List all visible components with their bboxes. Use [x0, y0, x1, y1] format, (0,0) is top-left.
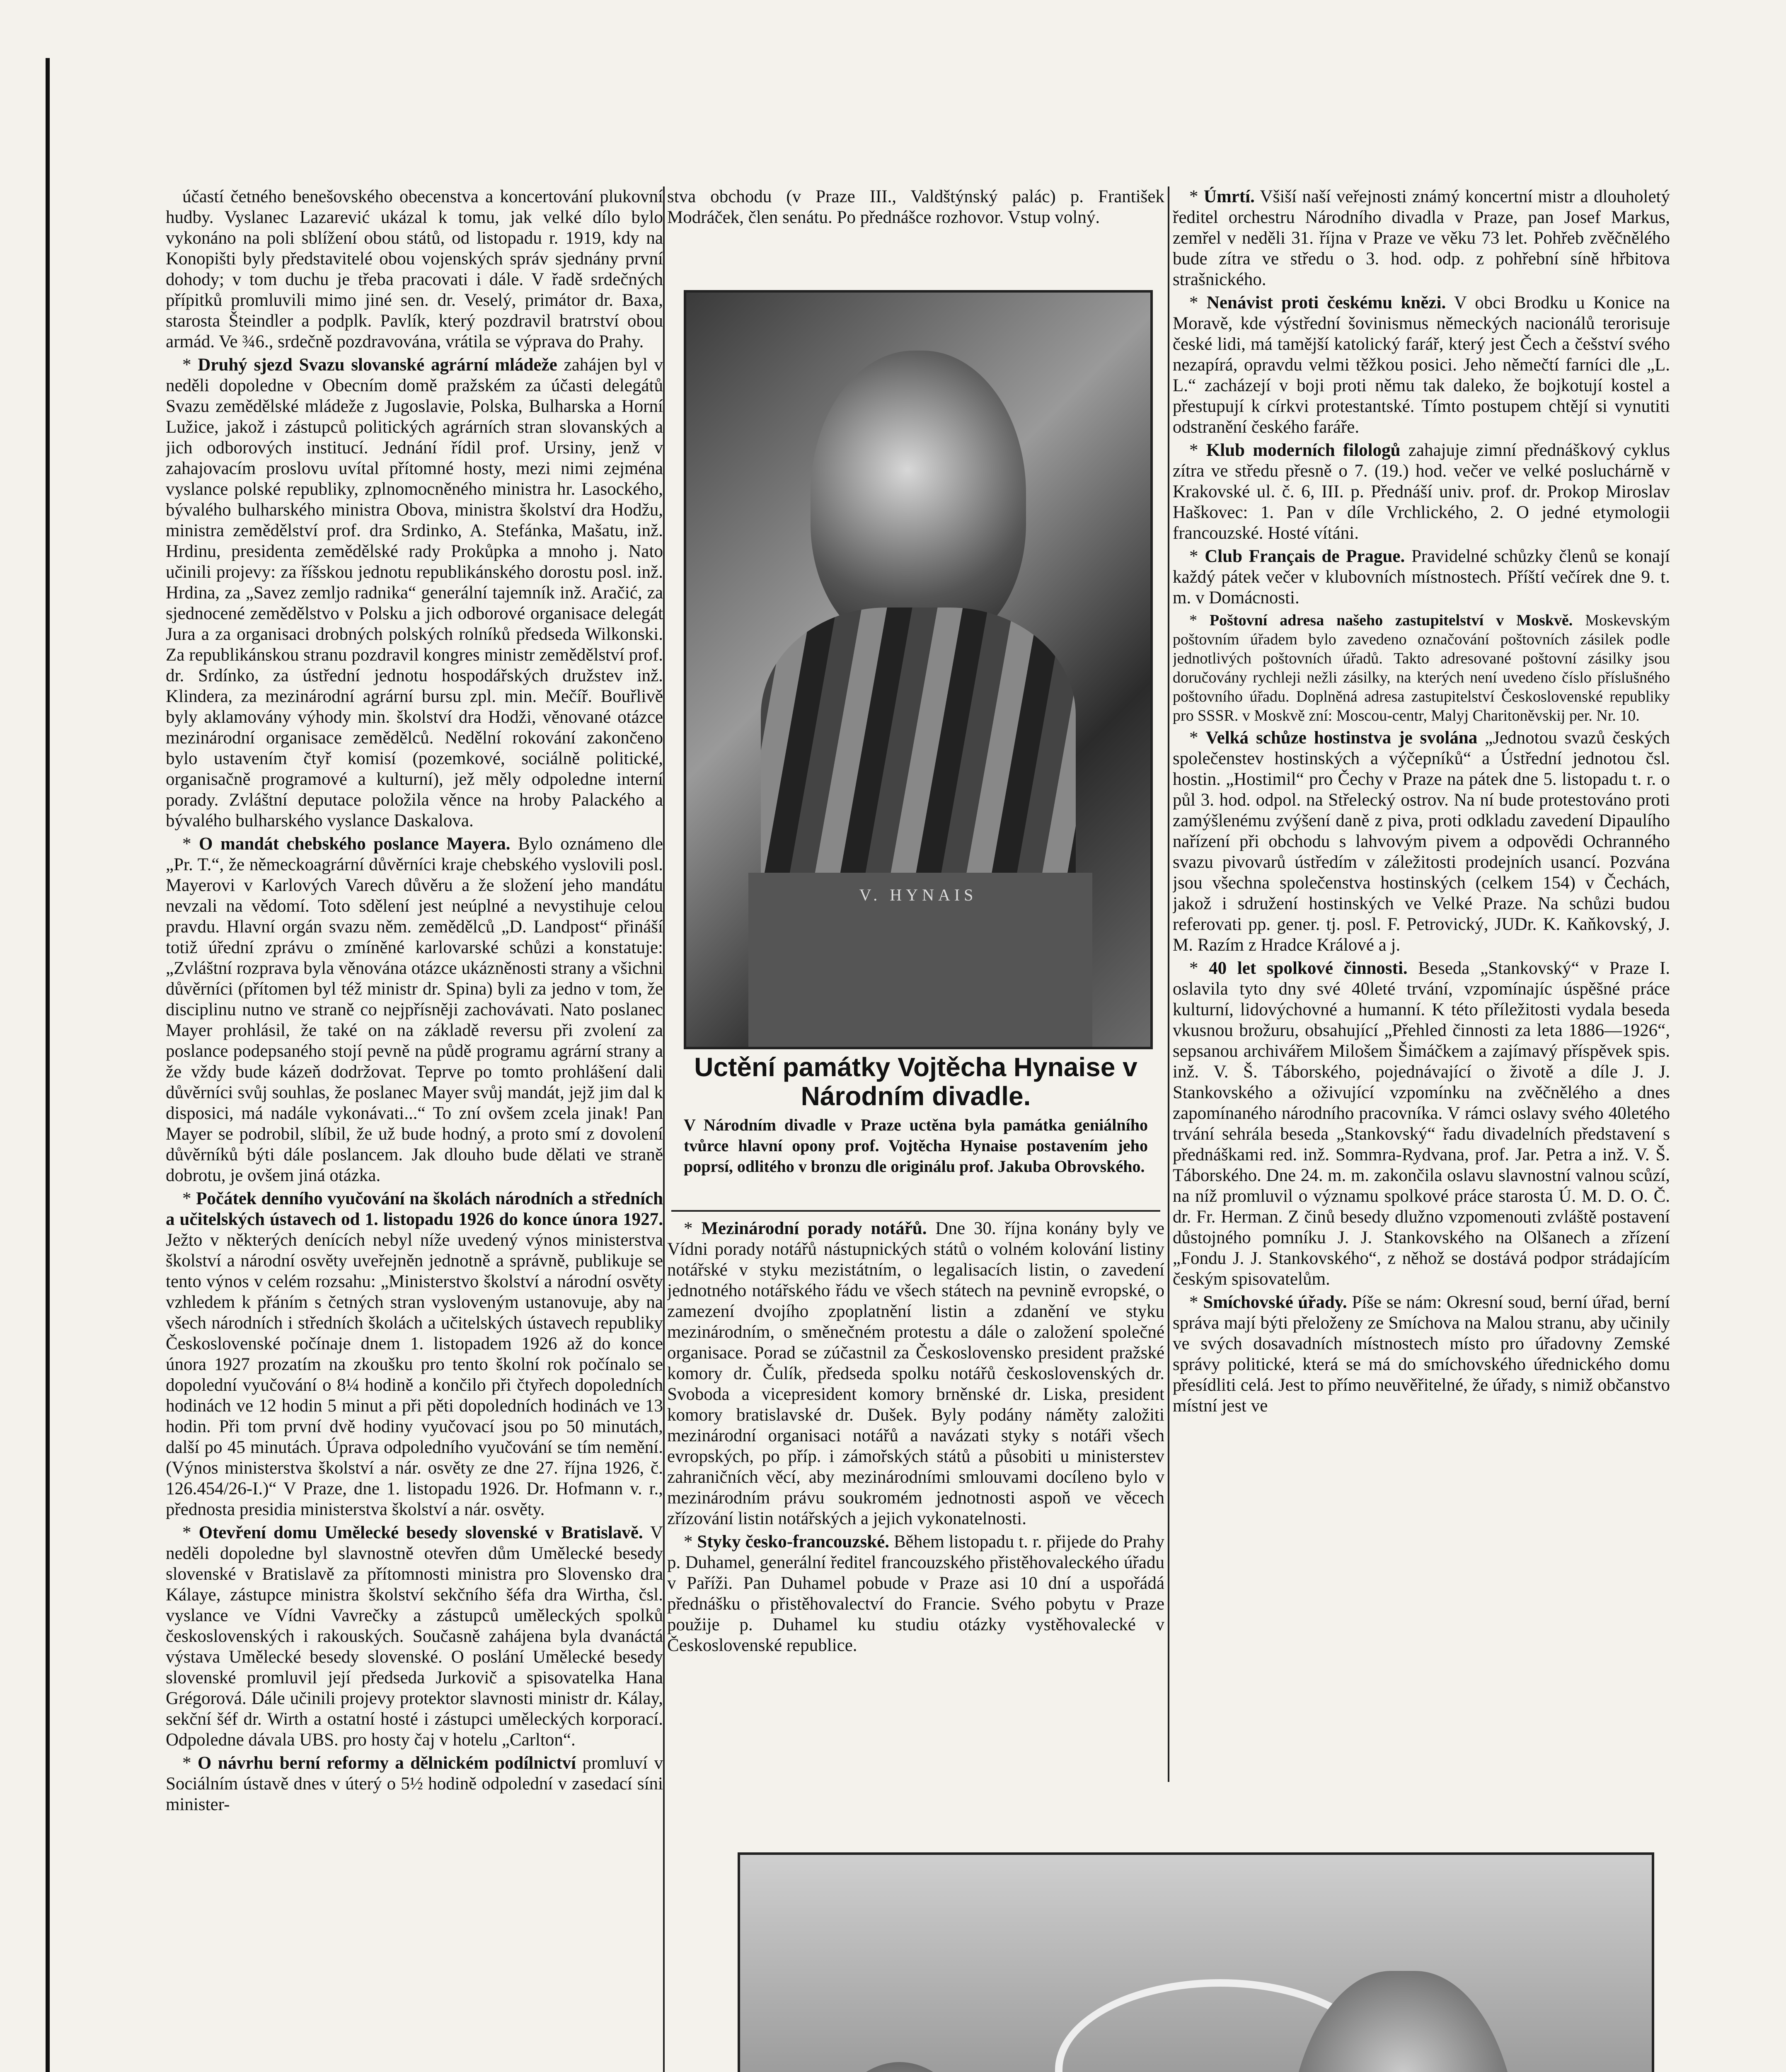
- headline-club-francais: Club Français de Prague.: [1205, 547, 1405, 566]
- article-40-years: * 40 let spolkové činnosti. Beseda „Stankovský“ v Praze I. oslavila tyto dny své 40leté trvání, vzpomínajíc úspěšné práce kulturní, lidovýchovné a humanní. K této příležitosti vydala beseda vkusnou brožuru, obsahující „Přehled činnosti za leta 1886—1926“, sepsanou archivářem Milošem Šimáčkem a zajímavý příspěvek spis. inž. V. Š. Táborského, pojednávající o životě a díle J. J. Stankovského a oživující vzpomínku na zvěčnělého a dnes zapomínaného národního pracovníka. V rámci oslavy svého 40letého trvání sehrála beseda „Stankovský“ řadu divadelních představení s přednáškami red. inž. Sommra-Rydvana, prof. Jar. Petra a inž. V. Š. Táborského. Dne 24. m. m. zakončila oslavu slavnostní valnou scůzí, na níž promluvil o významu spolkové práce starosta Ú. M. D. O. Č. dr. Fr. Herman. Z činů besedy dlužno vzpomenouti zvláště postavení důstojného pomníku J. J. Stankovského na Olšanech a zřízení „Fondu J. J. Stankovského“, z něhož se dostává podpor strádajícím českým spisovatelům.: [1173, 959, 1670, 1289]
- text-philologists: zahajuje zimní přednáškový cyklus zítra ve středu přesně o 7. (19.) hod. večer ve velké posluchárně v Krakovské ul. č. 6, III. p. Přednáší univ. prof. dr. Prokop Miroslav Haškovec: 1. Pan v díle Vrchlického, 2. O jedné etymologii francouzské. Hosté vítáni.: [1173, 441, 1670, 543]
- text-notaries: Dne 30. října konány byly ve Vídni porady notářů nástupnických států o volném kolování listiny notářské v styku mezistátním, o legalisacích listin, o zavedení jednotného notářského řádu ve všech státech na pevnině evropské, o zamezení dvojího zpoplatnění listin a zdanění ve styku mezinárodním, o směnečném protestu a dále o založení společné organisace. Porad se zúčastnil za Československo president pražské komory dr. Čulík, předseda spolku notářů československých dr. Svoboda a vicepresident komory brněnské dr. Liska, president komory bratislavské dr. Dušek. Byly podány náměty založiti mezinárodní organisaci notářů a navázati styky s notáři všech evropských, po příp. i zámořských států a působiti u ministerstev zahraničních věcí, aby mezinárodními smlouvami docíleno bylo v mezinárodním právu soukromém jednotnosti aspoň ve věcech zřízování listin notářských a jejich vykonatelnosti.: [667, 1219, 1164, 1528]
- hynais-caption-title: Uctění památky Vojtěcha Hynaise v Národním divadle.: [694, 1052, 1137, 1111]
- article-philologists: * Klub moderních filologů zahajuje zimní přednáškový cyklus zítra ve středu přesně o 7. (19.) hod. večer ve velké posluchárně v Krakovské ul. č. 6, III. p. Přednáší univ. prof. dr. Prokop Miroslav Haškovec: 1. Pan v díle Vrchlického, 2. O jedné etymologii francouzské. Hosté vítáni.: [1173, 441, 1670, 543]
- article-moscow-address: * Poštovní adresa našeho zastupitelství v Moskvě. Moskevským poštovním úřadem bylo zavedeno označování poštovních zásilek podle jednotlivých poštovních úřadů. Takto adresované poštovní zásilky jsou doručovány rychleji nežli zásilky, na kterých není uvedeno číslo příslušného poštovního úřadu. Doplněná adresa zastupitelství Československé republiky pro SSSR. v Moskvě zní: Moscou-centr, Malyj Charitoněvskij per. Nr. 10.: [1173, 612, 1670, 724]
- article-death: * Úmrtí. Všiší naší veřejnosti známý koncertní mistr a dlouholetý ředitel orchestru Národního divadla v Praze, pan Josef Markus, zemřel v neděli 31. října v Praze ve věku 73 let. Pohřeb zvěčnělého bude zítra ve středu o 3. hod. odp. z pohřební síně hřbitova strašnického.: [1173, 187, 1670, 289]
- text-tax-reform: promluví v Sociálním ústavě dnes v úterý o 5½ hodině odpolední v zasedací síni minister-: [166, 1753, 663, 1814]
- article-czech-french: * Styky česko-francouzské. Během listopadu t. r. přijede do Prahy p. Duhamel, generální ředitel francouzského přistěhovaleckého úřadu v Paříži. Pan Duhamel pobude v Praze asi 10 dní a uspořádá přednášku o přistěhovalectví do Francie. Svého pobytu v Praze použije p. Duhamel ku studiu otázky vystěhovalecké v Československé republice.: [667, 1532, 1164, 1655]
- article-notaries: * Mezinárodní porady notářů. Dne 30. října konány byly ve Vídni porady notářů nástupnických států o volném kolování listiny notářské v styku mezistátním, o legalisacích listin, o zavedení jednotného notářského řádu ve všech státech na pevnině evropské, o zamezení dvojího zpoplatnění listin a zdanění ve styku mezinárodním, o směnečném protestu a dále o založení společné organisace. Porad se zúčastnil za Československo president pražské komory dr. Čulík, předseda spolku notářů československých dr. Svoboda a vicepresident komory brněnské dr. Liska, president komory bratislavské dr. Dušek. Byly podány náměty založiti mezinárodní organisaci notářů a navázati styky s notáři všech evropských, po příp. i zámořských států a působiti u ministerstev zahraničních věcí, aby mezinárodními smlouvami docíleno bylo v mezinárodním právu soukromém jednotnosti aspoň ve věcech zřízování listin notářských a jejich vykonatelnosti.: [667, 1219, 1164, 1528]
- text-art-society: V neděli dopoledne byl slavnostně otevřen dům Umělecké besedy slovenské v Bratislavě za přítomnosti ministra pro Slovensko dra Kálaye, zástupce ministra školství sekčního šéfa dra Wirtha, čsl. vyslance ve Vídni Vavrečky a zástupců uměleckých spolků československých i rakouských. Současně zahájena byla dvanáctá výstava Umělecké besedy slovenské. O poslání Umělecké besedy slovenské promluvil její předseda Jurkovič a spisovatelka Hana Grégorová. Dále učinili projevy protektor slavnosti ministr dr. Kálay, sekční šéf dr. Wirth a ostatní hosté i zástupci uměleckých korporací. Odpoledne dávala UBS. pro hosty čaj v hotelu „Carlton“.: [166, 1523, 663, 1750]
- column-middle-bottom: [667, 1218, 1164, 1798]
- article-art-society: * Otevření domu Umělecké besedy slovenské v Bratislavě. V neděli dopoledne byl slavnostně otevřen dům Umělecké besedy slovenské v Bratislavě za přítomnosti ministra pro Slovensko dra Kálaye, zástupce ministra školství sekčního šéfa dra Wirtha, čsl. vyslance ve Vídni Vavrečky a zástupců uměleckých spolků československých i rakouských. Současně zahájena byla dvanáctá výstava Umělecké besedy slovenské. O poslání Umělecké besedy slovenské promluvil její předseda Jurkovič a spisovatelka Hana Grégorová. Dále učinili projevy protektor slavnosti ministr dr. Kálay, sekční šéf dr. Wirth a ostatní hosté i zástupci uměleckých korporací. Odpoledne dávala UBS. pro hosty čaj v hotelu „Carlton“.: [166, 1523, 663, 1750]
- headline-philologists: Klub moderních filologů: [1206, 441, 1401, 460]
- headline-agrarian-youth: Druhý sjezd Svazu slovanské agrární mládeže: [198, 355, 557, 375]
- article-benesov-visit: účastí četného benešovského obecenstva a koncertování plukovní hudby. Vyslanec Lazarević ukázal k tomu, jak velké dílo bylo vykonáno na poli sblížení obou států, od listopadu r. 1919, kdy na Konopišti byly představitelé obou vojenských správ sjednány první dohody; v tom duchu je třeba pracovati i dále. V řadě srdečných přípitků promluvili mimo jiné sen. dr. Veselý, primátor dr. Baxa, starosta Šteindler a podplk. Pavlík, který pozdravil bratrství obou armád. Ve ¾6., srdečně pozdravována, vrátila se výprava do Prahy.: [166, 187, 663, 351]
- headline-tax-reform: O návrhu berní reformy a dělnickém podílnictví: [197, 1753, 576, 1773]
- headline-smichov-offices: Smíchovské úřady.: [1203, 1293, 1347, 1312]
- headline-notaries: Mezinárodní porady notářů.: [701, 1219, 927, 1238]
- article-club-francais: * Club Français de Prague. Pravidelné schůzky členů se konají každý pátek večer v klubovních místnostech. Příští večírek dne 9. t. m. v Domácnosti.: [1173, 547, 1670, 608]
- article-hatred-priest: * Nenávist proti českému knězi. V obci Brodku u Konice na Moravě, kde výstřední šovinismus německých nacionálů terorisuje české lidi, má tamější katolický farář, který jest Čech a češství svého nezapírá, opravdu velmi těžkou posici. Jeho němečtí farníci dle „L. L.“ zacházejí v boji proti němu tak daleko, že bojkotují kostel a přestupují k církvi protestantské. Tímto postupem chtějí si vynutiti odstranění českého faráře.: [1173, 293, 1670, 437]
- bust-body: [761, 608, 1076, 877]
- headline-moscow-address: Poštovní adresa našeho zastupitelství v Moskvě.: [1209, 612, 1573, 629]
- article-agrarian-youth: * Druhý sjezd Svazu slovanské agrární mládeže zahájen byl v neděli dopoledne v Obecním domě pražském za účasti delegátů Svazu zemědělské mládeže z Jugoslavie, Polska, Bulharska a Horní Lužice, jakož i zástupců politických agrárních stran slovanských a jich odborových institucí. Jednání řídil prof. Ursiny, jenž v zahajovacím proslovu uvítal přítomné hosty, mezi nimi zejména vyslance polské republiky, zplnomocněného ministra hr. Lasockého, bývalého bulharského ministra Obova, ministra školství dra Hodžu, ministra zemědělství prof. dra Srdinko, A. Stefánka, Mašatu, inž. Hrdinu, presidenta zemědělské rady Prokůpka a mnoho j. Nato učinili projevy: za říšskou jednotu republikánského dorostu posl. inž. Hrdina, za „Savez zemljo radnika“ generální tajemník inž. Aračić, za sjednocené zemědělstvo v Polsku a jich odborové organisace delegát Jura a za organisaci drobných polských rolníků předseda Wilkonski. Za republikánskou stranu pozdravil kongres ministr zemědělství prof. dr. Srdínko, za ústřední jednotu hospodářských družstev inž. Klindera, za mezinárodní agrární bursu zpl. min. Mečíř. Bouřlivě byly aklamovány výhody min. školství dra Hodži, věnované otázce mezinárodní organisace zemědělců. Nedělní rokování zakončeno bylo ustavením čtyř komisí (pozemkové, sociálně politické, organisačně programové a kulturní), jež měly odpoledne interní porady. Zvláštní deputace položila věnce na hroby Palackého a bývalého bulharského vyslance Daskalova.: [166, 355, 663, 830]
- text-40-years: Beseda „Stankovský“ v Praze I. oslavila tyto dny své 40leté trvání, vzpomínajíc úspěšné práce kulturní, lidovýchovné a humanní. K této příležitosti vydala beseda vkusnou brožuru, obsahující „Přehled činnosti za leta 1886—1926“, sepsanou archivářem Milošem Šimáčkem a zajímavý příspěvek spis. inž. V. Š. Táborského, pojednávající o životě a díle J. J. Stankovského a oživující vzpomínku na zvěčnělého a dnes zapomínaného národního pracovníka. V rámci oslavy svého 40letého trvání sehrála beseda „Stankovský“ řadu divadelních představení s přednáškami red. inž. Sommra-Rydvana, prof. Jar. Petra a inž. V. Š. Táborského. Dne 24. m. m. zakončila oslavu slavnostní valnou scůzí, na níž promluvil o významu spolkové práce starosta Ú. M. D. O. Č. dr. Fr. Herman. Z činů besedy dlužno vzpomenouti zvláště postavení důstojného pomníku J. J. Stankovského na Olšanech a zřízení „Fondu J. J. Stankovského“, z něhož se dostává podpor strádajícím českým spisovatelům.: [1173, 959, 1670, 1289]
- headline-mayer-mandate: O mandát chebského poslance Mayera.: [199, 834, 511, 854]
- caption-divider: [671, 1210, 1160, 1212]
- column-right: [1173, 186, 1670, 1782]
- article-mayer-mandate: * O mandát chebského poslance Mayera. Bylo oznámeno dle „Pr. T.“, že německoagrární důvěrníci kraje chebského vyslovili posl. Mayerovi v Karlových Varech důvěru a že složení jeho mandátu nevzali na vědomí. Toto sdělení jest neúplné a nevystihuje celou pravdu. Hlavní orgán svazu něm. zemědělců „D. Landpost“ přináší totiž úřední zprávu o zmíněné karlovarské schůzi a konstatuje: „Zvláštní rozprava byla věnována otázce ukázněnosti strany a všichni důvěrníci (přítomen byl též ministr dr. Spina) byli za jedno v tom, že disciplinu nutno ve straně co nejpřísněji zachovávati. Nato poslanec Mayer prohlásil, že také on na základě reversu při zvolení za poslance podepsaného stojí pevně na půdě programu agrární strany a že vždy bude kázeň dodržovat. Teprve po tomto prohlášení dali důvěrníci svůj souhlas, že poslanec Mayer svůj mandát, jejž jim dal k disposici, má nadále vykonávati...“ To zní ovšem zcela jinak! Pan Mayer se podrobil, slíbil, že už bude hodný, a proto smí z dovolení důvěrníků býti dále poslancem. Jak dlouho bude dělati ve straně dobrotu, je ovšem jiná otázka.: [166, 834, 663, 1185]
- column-middle-top: [667, 186, 1164, 303]
- text-hatred-priest: V obci Brodku u Konice na Moravě, kde výstřední šovinismus německých nacionálů terorisuje české lidi, má tamější katolický farář, který jest Čech a češství svého nezapírá, opravdu velmi těžkou posici. Jeho němečtí farníci dle „L. L.“ zacházejí v boji proti němu tak daleko, že bojkotují kostel a přestupují k církvi protestantské. Tímto postupem chtějí si vynutiti odstranění českého faráře.: [1173, 293, 1670, 437]
- text-school-hours: Ježto v některých denících nebyl níže uvedený výnos ministerstva školství a národní osvěty uveřejněn jednotně a správně, publikuje se tento výnos v celém rozsahu: „Ministerstvo školství a národní osvěty vzhledem k přáním s četných stran vysloveným ustanovuje, aby na všech národních i středních školách a učitelských ústavech republiky Československé počínaje dnem 1. listopadem 1926 až do konce února 1927 prozatím na zkoušku pro tento školní rok počínalo se dopolední vyučování o 8¼ hodině a končilo při čtyřech dopoledních hodinách ve 12 hodin 5 minut a při pěti dopoledních hodinách ve 13 hodin. Při tom první dvě hodiny vyučovací jsou po 50 minutách, další po 45 minutách. Úprava odpoledního vyučování se tím nemění. (Výnos ministerstva školství a nár. osvěty ze dne 27. října 1926, č. 126.454/26-I.)“ V Praze, dne 1. listopadu 1926. Dr. Hofmann v. r., přednosta presidia ministerstva školství a nár. osvěty.: [166, 1230, 663, 1519]
- article-smichov-offices: * Smíchovské úřady. Píše se nám: Okresní soud, berní úřad, berní správa mají býti přeloženy ze Smíchova na Malou stranu, aby učinily ve svých dosavadních místnostech místo pro úřadovny Zemské správy politické, která se má do smíchovského úřednického domu přesídliti celá. Jest to přímo neuvěřitelné, že úřady, s nimiž občanstvo místní jest ve: [1173, 1293, 1670, 1416]
- column-divider-2: [1168, 186, 1169, 1782]
- text-innkeepers: „Jednotou svazů českých společenstev hostinských a výčepníků“ a Ústřední jednotou čsl. hostin. „Hostimil“ pro Čechy v Praze na pátek dne 5. listopadu t. r. o půl 3. hod. odpol. na Střelecký ostrov. Na ní bude protestováno proti zamýšlenému zvýšení daně z piva, proti odkladu zavedení Dipaulího nařízení při obchodu s lahvovým pivem a odpovědi Ochranného svazu pivovarů ústředím v záležitosti prodejních usancí. Pozvána jsou všechna společenstva hostinských (celkem 154) v Čechách, jakož i sdružení hostinských ve Velké Praze. Na schůzi budou referovati pp. gener. tj. posl. F. Petrovický, JUDr. K. Kaňkovský, J. M. Razím z Hradce Králové a j.: [1173, 728, 1670, 955]
- headline-innkeepers: Velká schůze hostinstva je svolána: [1205, 728, 1478, 748]
- column-divider-1: [663, 186, 665, 2072]
- aviators-photo: [738, 1852, 1654, 2072]
- text-death: Všiší naší veřejnosti známý koncertní mistr a dlouholetý ředitel orchestru Národního divadla v Praze, pan Josef Markus, zemřel v neděli 31. října v Praze ve věku 73 let. Pohřeb zvěčnělého bude zítra ve středu o 3. hod. odp. z pohřební síně hřbitova strašnického.: [1173, 187, 1670, 289]
- bust-head: [811, 351, 1026, 649]
- text-moscow-address: Moskevským poštovním úřadem bylo zavedeno označování poštovních zásilek podle jednotlivých poštovních úřadů. Takto adresované poštovní zásilky jsou doručovány rychleji nežli zásilky, na kterých není uvedeno číslo příslušného poštovního úřadu. Doplněná adresa zastupitelství Československé republiky pro SSSR. v Moskvě zní: Moscou-centr, Malyj Charitoněvskij per. Nr. 10.: [1173, 612, 1670, 724]
- hynais-caption-text: V Národním divadle v Praze uctěna byla památka geniálního tvůrce hlavní opony prof. Vojtěcha Hynaise postavením jeho poprsí, odlitého v bronzu dle originálu prof. Jakuba Obrovského.: [684, 1116, 1148, 1176]
- hynais-bust-photo: [684, 290, 1153, 1049]
- headline-40-years: 40 let spolkové činnosti.: [1209, 959, 1408, 978]
- article-tax-reform: * O návrhu berní reformy a dělnickém podílnictví promluví v Sociálním ústavě dnes v úterý o 5½ hodině odpolední v zasedací síni minister-: [166, 1753, 663, 1814]
- text-czech-french: Během listopadu t. r. přijede do Prahy p. Duhamel, generální ředitel francouzského přistěhovaleckého úřadu v Paříži. Pan Duhamel pobude v Praze asi 10 dní a uspořádá přednášku o přistěhovalectví do Francie. Svého pobytu v Praze použije p. Duhamel ku studiu otázky vystěhovalecké v Československé republice.: [667, 1532, 1164, 1655]
- text-agrarian-youth: zahájen byl v neděli dopoledne v Obecním domě pražském za účasti delegátů Svazu zemědělské mládeže z Jugoslavie, Polska, Bulharska a Horní Lužice, jakož i zástupců politických agrárních stran slovanských a jich odborových institucí. Jednání řídil prof. Ursiny, jenž v zahajovacím proslovu uvítal přítomné hosty, mezi nimi zejména vyslance polské republiky, zplnomocněného ministra hr. Lasockého, bývalého bulharského ministra Obova, ministra školství dra Hodžu, ministra zemědělství prof. dra Srdinko, A. Stefánka, Mašatu, inž. Hrdinu, presidenta zemědělské rady Prokůpka a mnoho j. Nato učinili projevy: za říšskou jednotu republikánského dorostu posl. inž. Hrdina, za „Savez zemljo radnika“ generální tajemník inž. Aračić, za sjednocené zemědělstvo v Polsku a jich odborové organisace delegát Jura a za organisaci drobných polských rolníků předseda Wilkonski. Za republikánskou stranu pozdravil kongres ministr zemědělství prof. dr. Srdínko, za ústřední jednotu hospodářských družstev inž. Klindera, za mezinárodní agrární bursu zpl. min. Mečíř. Bouřlivě byly aklamovány výhody min. školství dra Hodži, věnované otázce mezinárodní organisace zemědělců. Nedělní rokování zakončeno bylo ustavením čtyř komisí (pozemkové, sociálně politické, organisačně programové a kulturní), jež měly odpoledne interní porady. Zvláštní deputace položila věnce na hroby Palackého a bývalého bulharského vyslance Daskalova.: [166, 355, 663, 830]
- headline-art-society: Otevření domu Umělecké besedy slovenské v Bratislavě.: [198, 1523, 643, 1542]
- bust-inscription: V. HYNAIS: [859, 886, 978, 904]
- column-left: [166, 186, 663, 2072]
- headline-death: Úmrtí.: [1203, 187, 1255, 206]
- headline-czech-french: Styky česko-francouzské.: [697, 1532, 890, 1552]
- article-innkeepers: * Velká schůze hostinstva je svolána „Jednotou svazů českých společenstev hostinských a výčepníků“ a Ústřední jednotou čsl. hostin. „Hostimil“ pro Čechy v Praze na pátek dne 5. listopadu t. r. o půl 3. hod. odpol. na Střelecký ostrov. Na ní bude protestováno proti zamýšlenému zvýšení daně z piva, proti odkladu zavedení Dipaulího nařízení při obchodu s lahvovým pivem a odpovědi Ochranného svazu pivovarů ústředím v záležitosti prodejních usancí. Pozvána jsou všechna společenstva hostinských (celkem 154) v Čechách, jakož i sdružení hostinských ve Velké Praze. Na schůzi budou referovati pp. gener. tj. posl. F. Petrovický, JUDr. K. Kaňkovský, J. M. Razím z Hradce Králové a j.: [1173, 728, 1670, 955]
- headline-school-hours: Počátek denního vyučování na školách národních a středních a učitelských ústavech od 1. listopadu 1926 do konce února 1927.: [166, 1189, 663, 1229]
- article-tax-reform-continued: stva obchodu (v Praze III., Valdštýnský palác) p. František Modráček, člen senátu. Po přednášce rozhovor. Vstup volný.: [667, 187, 1164, 227]
- text-club-francais: Pravidelné schůzky členů se konají každý pátek večer v klubovních místnostech. Příští večírek dne 9. t. m. v Domácnosti.: [1173, 547, 1670, 608]
- article-school-hours: * Počátek denního vyučování na školách národních a středních a učitelských ústavech od 1. listopadu 1926 do konce února 1927. Ježto v některých denících nebyl níže uvedený výnos ministerstva školství a národní osvěty uveřejněn jednotně a správně, publikuje se tento výnos v celém rozsahu: „Ministerstvo školství a národní osvěty vzhledem k přáním s četných stran vysloveným ustanovuje, aby na všech národních i středních školách a učitelských ústavech republiky Československé počínaje dnem 1. listopadem 1926 až do konce února 1927 prozatím na zkoušku pro tento školní rok počínalo se dopolední vyučování o 8¼ hodině a končilo při čtyřech dopoledních hodinách ve 12 hodin 5 minut a při pěti dopoledních hodinách ve 13 hodin. Při tom první dvě hodiny vyučovací jsou po 50 minutách, další po 45 minutách. Úprava odpoledního vyučování se tím nemění. (Výnos ministerstva školství a nár. osvěty ze dne 27. října 1926, č. 126.454/26-I.)“ V Praze, dne 1. listopadu 1926. Dr. Hofmann v. r., přednosta presidia ministerstva školství a nár. osvěty.: [166, 1189, 663, 1519]
- headline-hatred-priest: Nenávist proti českému knězi.: [1206, 293, 1446, 312]
- text-mayer-mandate: Bylo oznámeno dle „Pr. T.“, že německoagrární důvěrníci kraje chebského vyslovili posl. Mayerovi v Karlových Varech důvěru a že složení jeho mandátu nevzali na vědomí. Toto sdělení jest neúplné a nevystihuje celou pravdu. Hlavní orgán svazu něm. zemědělců „D. Landpost“ přináší totiž úřední zprávu o zmíněné karlovarské schůzi a konstatuje: „Zvláštní rozprava byla věnována otázce ukázněnosti strany a všichni důvěrníci (přítomen byl též ministr dr. Spina) byli za jedno v tom, že disciplinu nutno ve straně co nejpřísněji zachovávati. Nato poslanec Mayer prohlásil, že také on na základě reversu při zvolení za poslance podepsaného stojí pevně na půdě programu agrární strany a že vždy bude kázeň dodržovat. Teprve po tomto prohlášení dali důvěrníci svůj souhlas, že poslanec Mayer svůj mandát, jejž jim dal k disposici, má nadále vykonávati...“ To zní ovšem zcela jinak! Pan Mayer se podrobil, slíbil, že už bude hodný, a proto smí z dovolení důvěrníků býti dále poslancem. Jak dlouho bude dělati ve straně dobrotu, je ovšem jiná otázka.: [166, 834, 663, 1185]
- text-smichov-offices: Píše se nám: Okresní soud, berní úřad, berní správa mají býti přeloženy ze Smíchova na Malou stranu, aby učinily ve svých dosavadních místnostech místo pro úřadovny Zemské správy politické, která se má do smíchovského úřednického domu přesídliti celá. Jest to přímo neuvěřitelné, že úřady, s nimiž občanstvo místní jest ve: [1173, 1293, 1670, 1416]
